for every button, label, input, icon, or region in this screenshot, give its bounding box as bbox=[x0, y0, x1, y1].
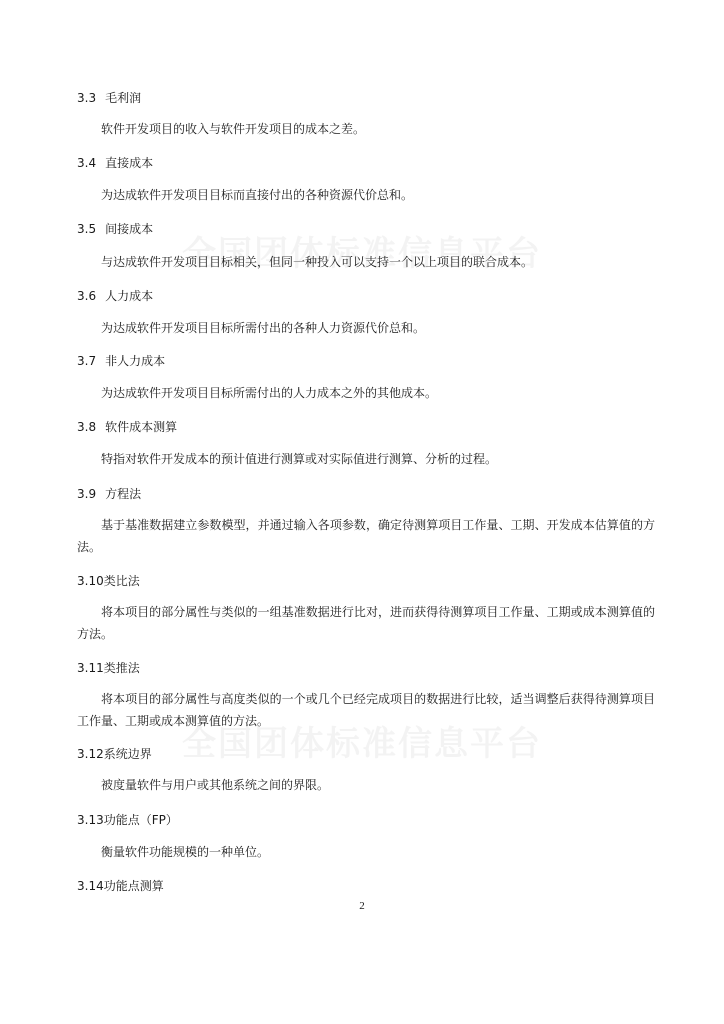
term-definition: 为达成软件开发项目目标所需付出的各种人力资源代价总和。 bbox=[101, 321, 426, 335]
term-title: 类推法 bbox=[103, 661, 140, 675]
term-title: 非人力成本 bbox=[105, 354, 166, 368]
term-definition: 基于基准数据建立参数模型，并通过输入各项参数，确定待测算项目工作量、工期、开发成本估算值的方法。 bbox=[77, 518, 655, 554]
term-title: 类比法 bbox=[103, 574, 140, 588]
term-definition: 衡量软件功能规模的一种单位。 bbox=[101, 845, 270, 859]
term-title: 功能点（FP） bbox=[103, 813, 178, 827]
term-title: 软件成本测算 bbox=[105, 420, 178, 434]
term-heading bbox=[77, 353, 165, 369]
term-title: 功能点测算 bbox=[103, 879, 164, 893]
term-heading bbox=[77, 746, 152, 762]
term-number: 3.7 bbox=[77, 354, 97, 368]
term-number: 3.11 bbox=[77, 661, 104, 675]
term-number: 3.3 bbox=[77, 91, 97, 105]
term-definition: 将本项目的部分属性与类似的一组基准数据进行比对，进而获得待测算项目工作量、工期或成本测算值的方法。 bbox=[77, 605, 655, 641]
term-title: 毛利润 bbox=[105, 91, 142, 105]
term-heading bbox=[77, 660, 140, 676]
term-number: 3.4 bbox=[77, 156, 97, 170]
term-title: 直接成本 bbox=[105, 156, 154, 170]
page-number: 2 bbox=[359, 900, 365, 912]
term-definition: 为达成软件开发项目目标而直接付出的各种资源代价总和。 bbox=[101, 188, 414, 202]
term-heading bbox=[77, 878, 164, 894]
term-heading bbox=[77, 221, 153, 237]
term-title: 方程法 bbox=[105, 487, 142, 501]
term-heading bbox=[77, 573, 140, 589]
term-number: 3.8 bbox=[77, 420, 97, 434]
term-heading bbox=[77, 90, 141, 106]
term-definition: 为达成软件开发项目目标所需付出的人力成本之外的其他成本。 bbox=[101, 386, 438, 400]
term-heading bbox=[77, 486, 141, 502]
term-definition: 将本项目的部分属性与高度类似的一个或几个已经完成项目的数据进行比较，适当调整后获得待测算项目工作量、工期或成本测算值的方法。 bbox=[77, 692, 655, 728]
term-heading bbox=[77, 155, 153, 171]
term-definition: 软件开发项目的收入与软件开发项目的成本之差。 bbox=[101, 122, 366, 136]
term-number: 3.6 bbox=[77, 289, 97, 303]
term-definition: 特指对软件开发成本的预计值进行测算或对实际值进行测算、分析的过程。 bbox=[101, 452, 498, 466]
term-title: 系统边界 bbox=[103, 747, 152, 761]
term-number: 3.9 bbox=[77, 487, 97, 501]
term-heading bbox=[77, 288, 153, 304]
term-number: 3.10 bbox=[77, 574, 104, 588]
term-title: 间接成本 bbox=[105, 222, 154, 236]
term-number: 3.14 bbox=[77, 879, 104, 893]
term-heading bbox=[77, 812, 178, 828]
term-number: 3.12 bbox=[77, 747, 104, 761]
term-title: 人力成本 bbox=[105, 289, 154, 303]
term-definition: 与达成软件开发项目目标相关，但同一种投入可以支持一个以上项目的联合成本。 bbox=[101, 255, 534, 269]
term-heading bbox=[77, 419, 177, 435]
term-number: 3.5 bbox=[77, 222, 97, 236]
term-definition: 被度量软件与用户或其他系统之间的界限。 bbox=[101, 778, 330, 792]
term-number: 3.13 bbox=[77, 813, 104, 827]
